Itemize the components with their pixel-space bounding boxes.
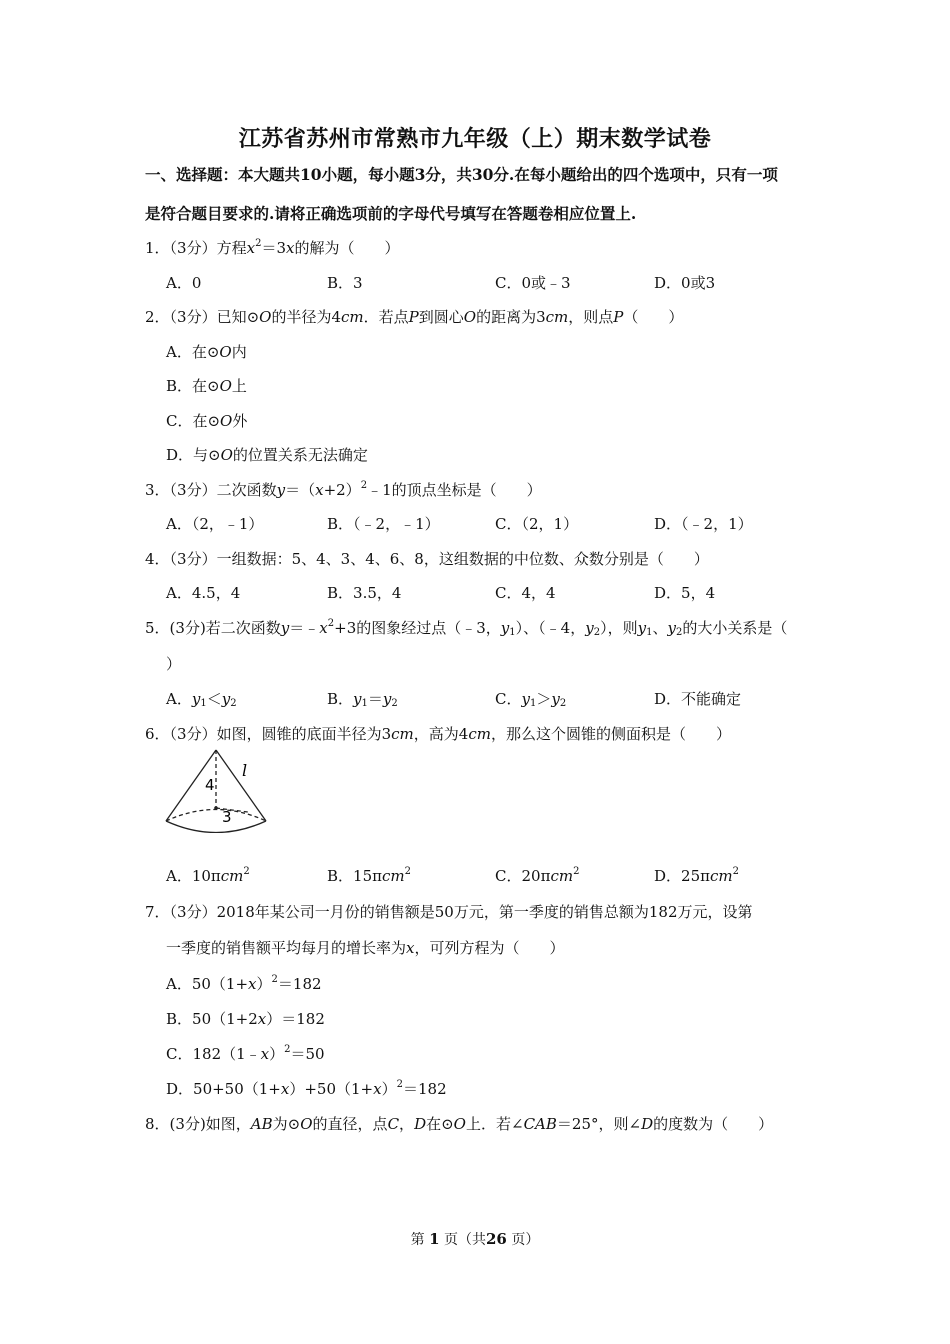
q4-option-c: C．4，4 xyxy=(495,584,556,602)
question-7-line2: 一季度的销售额平均每月的增长率为x，可列方程为（ ） xyxy=(166,939,565,957)
page-footer: 第 1 页（共26 页） xyxy=(410,1230,540,1248)
q5-option-a: A．$y_1<y_2$ xyxy=(166,690,237,709)
q7-option-b: B．50（1+2x）＝182 xyxy=(166,1010,325,1028)
question-1: 1．（3分）方程$x^2=3x$的解为（ ） xyxy=(145,238,400,257)
q6-option-a: A．10πcm$^2$ xyxy=(166,866,250,885)
q7-option-c: C．182（1﹣x）$^2$＝50 xyxy=(166,1044,325,1063)
q7-option-a: A．$50(1+x)^2=182$ xyxy=(166,974,322,993)
q3-option-d: D．（﹣2，1） xyxy=(654,515,753,533)
q6-option-d: D．25πcm$^2$ xyxy=(654,866,739,885)
q1-option-b: B．3 xyxy=(327,274,363,292)
q4-option-b: B．3.5，4 xyxy=(327,584,402,602)
cone-center-dot xyxy=(214,806,218,810)
q2-option-b: B．在⊙O上 xyxy=(166,377,247,395)
q5-option-c: C．$y_1>y_2$ xyxy=(495,690,567,709)
q1-option-c: C．0或﹣3 xyxy=(495,274,571,292)
question-3: 3．（3分）二次函数$y=(x+2)^2﹣1$的顶点坐标是（ ） xyxy=(145,480,542,499)
q4-option-d: D．5，4 xyxy=(654,584,716,602)
q3-option-b: B．（﹣2，﹣1） xyxy=(327,515,440,533)
section-heading-line2: 是符合题目要求的.请将正确选项前的字母代号填写在答题卷相应位置上. xyxy=(145,204,637,223)
q2-option-a: A．在⊙O内 xyxy=(166,343,247,361)
q2-option-c: C．在⊙O外 xyxy=(166,412,248,430)
cone-slant-label: l xyxy=(242,761,248,780)
cone-height-label: 4 xyxy=(205,776,215,794)
question-6: 6．（3分）如图，圆锥的底面半径为3cm，高为4cm，那么这个圆锥的侧面积是（ ） xyxy=(145,725,731,743)
q2-option-d: D．与⊙O的位置关系无法确定 xyxy=(166,446,368,464)
q1-option-a: A．0 xyxy=(166,274,202,292)
cone-base-front-arc xyxy=(166,821,266,833)
cone-radius-label: 3 xyxy=(222,808,232,826)
question-5: 5．(3分)若二次函数$y=﹣x^2+3$的图象经过点（﹣3，$y_1$）、（﹣4，$y_2$），则$y_1$、$y_2$的大小关系是（ xyxy=(145,618,788,638)
q5-option-b: B．$y_1=y_2$ xyxy=(327,690,398,709)
question-2: 2．（3分）已知⊙O的半径为4cm．若点P到圆心O的距离为3cm，则点P（ ） xyxy=(145,308,684,326)
q3-option-a: A．（2，﹣1） xyxy=(166,515,264,533)
q5-option-d: D．不能确定 xyxy=(654,690,742,708)
q7-option-d: D．$50+50(1+x)+50(1+x)^2=182$ xyxy=(166,1079,447,1098)
page-title: 江苏省苏州市常熟市九年级（上）期末数学试卷 xyxy=(238,126,712,152)
cone-figure xyxy=(160,748,270,833)
q6-option-b: B．15πcm$^2$ xyxy=(327,866,411,885)
cone-base-back-arc xyxy=(166,810,266,822)
question-7: 7．（3分）2018年某公司一月份的销售额是50万元，第一季度的销售总额为182万元，设第 xyxy=(145,903,753,921)
section-heading-line1: 一、选择题：本大题共10小题，每小题3分，共30分.在每小题给出的四个选项中，只有一项 xyxy=(145,165,778,184)
question-5-line2: ） xyxy=(166,655,182,673)
q6-option-c: C．20πcm$^2$ xyxy=(495,866,580,885)
q3-option-c: C．（2，1） xyxy=(495,515,579,533)
q1-option-d: D．0或3 xyxy=(654,274,716,292)
question-8: 8．(3分)如图，AB为⊙O的直径，点C，D在⊙O上．若∠CAB＝25°，则∠D的度数为（ ） xyxy=(145,1115,774,1133)
q4-option-a: A．4.5，4 xyxy=(166,584,241,602)
question-4: 4．（3分）一组数据：5、4、3、4、6、8，这组数据的中位数、众数分别是（ ） xyxy=(145,550,709,568)
